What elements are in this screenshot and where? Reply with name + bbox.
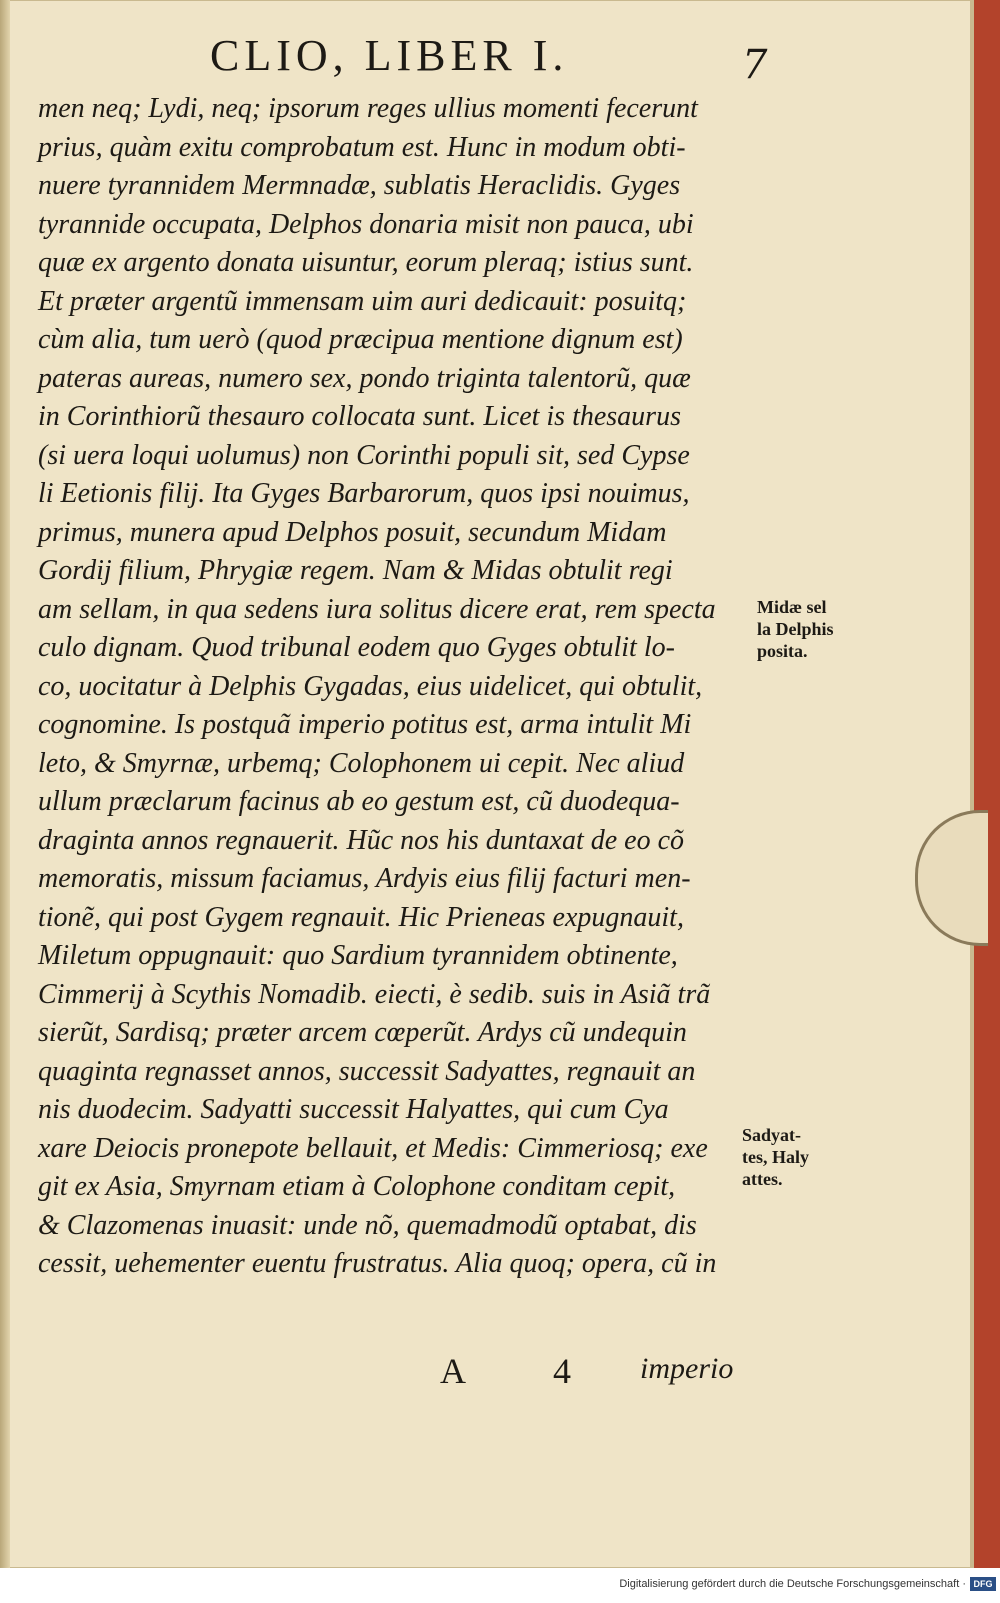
- text-line: cessit, uehementer euentu frustratus. Alia quoq; opera, cũ in: [38, 1248, 717, 1279]
- marginal-note-sadyattes: Sadyat- tes, Haly attes.: [742, 1125, 809, 1189]
- text-line: sierũt, Sardisq; præter arcem cœperũt. Ardys cũ undequin: [38, 1017, 687, 1048]
- running-head: CLIO, LIBER I.: [210, 31, 569, 80]
- text-line: culo dignam. Quod tribunal eodem quo Gyges obtulit lo-: [38, 632, 675, 663]
- signature-mark: A 4: [440, 1351, 612, 1391]
- text-line: Gordij filium, Phrygiæ regem. Nam & Midas obtulit regi: [38, 555, 673, 586]
- text-line: Miletum oppugnauit: quo Sardium tyrannidem obtinente,: [38, 940, 678, 971]
- text-line: co, uocitatur à Delphis Gygadas, eius uidelicet, qui obtulit,: [38, 670, 703, 702]
- text-line: xare Deiocis pronepote bellauit, et Medis: Cimmeriosq; exe: [38, 1132, 708, 1164]
- body-text: [38, 90, 778, 1284]
- text-line: draginta annos regnauerit. Hũc nos his duntaxat de eo cõ: [38, 824, 685, 856]
- book-edge: [970, 0, 1000, 1568]
- text-line: ullum præclarum facinus ab eo gestum est, cũ duodequa-: [38, 786, 680, 817]
- marginal-note-midas: Midæ sel la Delphis posita.: [757, 597, 834, 661]
- footer-credit: Digitalisierung gefördert durch die Deutsche Forschungsgemeinschaft ·: [619, 1578, 966, 1590]
- page-number: 7: [742, 42, 768, 88]
- text-line: Cimmerij à Scythis Nomadib. eiecti, è sedib. suis in Asiã trã: [38, 978, 711, 1010]
- catchword: imperio: [640, 1352, 734, 1385]
- text-line: cùm alia, tum uerò (quod præcipua mentione dignum est): [38, 324, 683, 355]
- text-line: li Eetionis filij. Ita Gyges Barbarorum, quos ipsi nouimus,: [38, 478, 690, 509]
- text-line: nis duodecim. Sadyatti successit Halyattes, qui cum Cya: [38, 1094, 669, 1125]
- page-tab: [915, 810, 988, 946]
- text-line: leto, & Smyrnæ, urbemq; Colophonem ui cepit. Nec aliud: [38, 747, 685, 779]
- footer: [0, 1574, 1000, 1603]
- dfg-logo: DFG: [970, 1577, 996, 1591]
- text-line: primus, munera apud Delphos posuit, secundum Midam: [38, 516, 667, 548]
- text-line: prius, quàm exitu comprobatum est. Hunc in modum obti-: [38, 131, 686, 163]
- text-line: memoratis, missum faciamus, Ardyis eius filij facturi men-: [38, 863, 691, 894]
- text-line: am sellam, in qua sedens iura solitus dicere erat, rem specta: [38, 593, 716, 625]
- text-line: Et præter argentũ immensam uim auri dedicauit: posuitq;: [38, 285, 687, 317]
- text-line: & Clazomenas inuasit: unde nõ, quemadmodũ optabat, dis: [38, 1209, 697, 1241]
- text-line: cognomine. Is postquã imperio potitus est, arma intulit Mi: [38, 709, 692, 740]
- text-line: (si uera loqui uolumus) non Corinthi populi sit, sed Cypse: [38, 439, 690, 471]
- text-line: men neq; Lydi, neq; ipsorum reges ullius momenti fecerunt: [38, 93, 698, 124]
- page-gutter-shadow: [0, 0, 10, 1568]
- text-line: tyrannide occupata, Delphos donaria misit non pauca, ubi: [38, 208, 694, 240]
- text-line: quæ ex argento donata uisuntur, eorum pleraq; istius sunt.: [38, 247, 694, 278]
- text-line: in Corinthiorũ thesauro collocata sunt. Licet is thesaurus: [38, 401, 681, 432]
- text-line: quaginta regnasset annos, successit Sadyattes, regnauit an: [38, 1055, 696, 1087]
- text-line: nuere tyrannidem Mermnadæ, sublatis Heraclidis. Gyges: [38, 170, 681, 201]
- text-line: pateras aureas, numero sex, pondo triginta talentorũ, quæ: [38, 362, 691, 394]
- text-line: tionẽ, qui post Gygem regnauit. Hic Prieneas expugnauit,: [38, 901, 684, 933]
- text-line: git ex Asia, Smyrnam etiam à Colophone conditam cepit,: [38, 1171, 676, 1202]
